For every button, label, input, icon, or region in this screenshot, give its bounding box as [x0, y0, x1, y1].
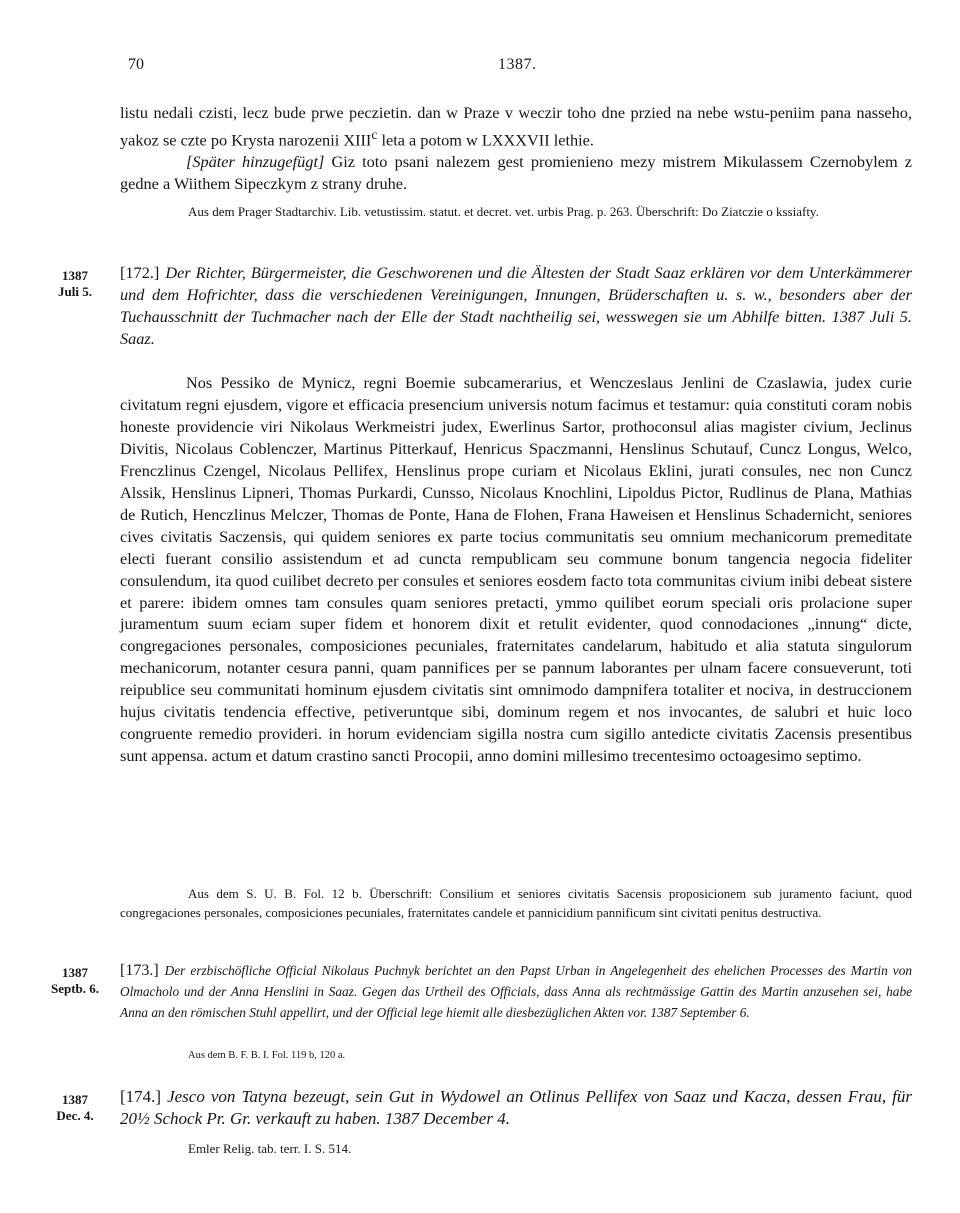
source-note-174	[120, 1139, 912, 1158]
margin-year: 1387	[62, 268, 88, 283]
margin-day: Dec. 4.	[56, 1108, 94, 1123]
previous-document-continuation	[120, 102, 912, 195]
charter-text-172	[120, 372, 912, 767]
document-number: [174.]	[120, 1087, 162, 1106]
margin-year: 1387	[62, 1092, 88, 1107]
regest-174	[120, 1086, 912, 1130]
century-superscript: c	[371, 127, 378, 142]
later-addition-paragraph	[120, 151, 912, 195]
page-number: 70	[128, 56, 144, 73]
margin-day: Juli 5.	[58, 284, 92, 299]
source-note-text: Aus dem S. U. B. Fol. 12 b. Überschrift: Consilium et seniores civitatis Sacensis proposicionem sub juramento faciunt, quod congregaciones personales, composiciones pecuniales, fraternitates candele et pannicidium pannificum sint civitati penitus destructiva.	[120, 886, 912, 920]
source-note-text: Emler Relig. tab. terr. I. S. 514.	[188, 1141, 352, 1156]
document-number: [172.]	[120, 263, 160, 282]
source-note-173: Aus dem B. F. B. I. Fol. 119 b, 120 a.	[188, 1050, 346, 1061]
margin-date-173	[44, 965, 106, 997]
document-number: [173.]	[120, 962, 159, 979]
page-header	[120, 56, 915, 80]
margin-year: 1387	[62, 965, 88, 980]
source-note-text: Aus dem Prager Stadtarchiv. Lib. vetustissim. statut. et decret. vet. urbis Prag. p. 263. Überschrift: Do Ziatczie o kssiafty.	[188, 204, 819, 219]
source-note-previous	[120, 202, 912, 221]
regest-text: Jesco von Tatyna bezeugt, sein Gut in Wydowel an Otlinus Pellifex von Saaz und Kacza, dessen Frau, für 20½ Schock Pr. Gr. verkauft zu haben. 1387 December 4.	[120, 1087, 912, 1128]
running-head-year: 1387.	[498, 56, 537, 73]
charter-paragraph: Nos Pessiko de Mynicz, regni Boemie subcamerarius, et Wenczeslaus Jenlini de Czaslawia, judex curie civitatum regni ejusdem, vigore et efficacia presencium universis notum facimus et testamur: quia constituti coram nobis honeste providencie viri Nikolaus Werkmeistri judex, Ewerlinus Sartor, prothoconsul alias magister civium, Jeclinus Divitis, Nicolaus Coblenczer, Martinus Pitterkauf, Henricus Spaczmanni, Henslinus Schutauf, Cuncz Longus, Welco, Frenczlinus Czengel, Nicolaus Pellifex, Henslinus prope curiam et Nicolaus Eklini, jurati consules, nec non Cuncz Alssik, Henslinus Lipneri, Thomas Purkardi, Cunsso, Nicolaus Knochlini, Lipoldus Pictor, Rudlinus de Plana, Mathias de Rutich, Henczlinus Melczer, Thomas de Ponte, Hana de Flohen, Frana Haweisen et Henslinus Schadernicht, seniores cives civitatis Saczensis, qui quidem seniores ex parte tocius communitatis seu omnium mechanicorum premeditate electi fuerant consilio assistendum et ad cuncta rempublicam seu commune bonum tangencia negocia fideliter consulendum, ita quod cuilibet decreto per consules et seniores eosdem facto tota communitas civium inibi debeat sistere et parere: ibidem omnes tam consules quam seniores pretacti, ymmo quilibet eorum speciali oris prolacione super juramentum suum eciam super fidem et honorem dixit et retulit evidenter, quod connodaciones „innung“ dicte, congregaciones personales, composiciones pecuniales, fraternitates candelarum, habitudo et alia statuta singulorum mechanicorum, notanter cesura panni, quam pannifices per se pannum laborantes per ulnam facere consueverunt, toti reipublice seu communitati hominum ejusdem civitatis sint omnimodo dampnifera totaliter et nociva, in destruccionem hujus civitatis tendencia effective, petiveruntque sibi, dominum regem et nos invocantes, de salubri et huic loco congruente remedio provideri. in horum evidenciam sigilla nostra cum sigillo antedicte civitatis Zacensis presentibus sunt appensa. actum et datum crastino sancti Procopii, anno domini millesimo trecentesimo octoagesimo septimo.	[120, 373, 912, 766]
regest-text: Der erzbischöfliche Official Nikolaus Puchnyk berichtet an den Papst Urban in Angelegenheit des ehelichen Processes des Martin von Olmacholo und der Anna Henslini in Saaz. Gegen das Urtheil des Officials, dass Anna als rechtmässige Gattin des Martin anzusehen sei, habe Anna an den römischen Stuhl appellirt, und der Official lege hiemit alle diesbezüglichen Akten vor. 1387 September 6.	[120, 963, 912, 1020]
margin-date-174	[44, 1092, 106, 1124]
regest-text: Der Richter, Bürgermeister, die Geschworenen und die Ältesten der Stadt Saaz erklären vor dem Unterkämmerer und dem Hofrichter, dass die verschiedenen Vereinigungen, Innungen, Brüderschaften u. s. w., besonders aber der Tuchausschnitt der Tuchmacher nach der Elle der Stadt nachtheilig sei, wesswegen sie um Abhilfe bitten. 1387 Juli 5. Saaz.	[120, 263, 912, 348]
margin-day: Septb. 6.	[50, 981, 100, 996]
continuation-text-end: leta a potom w LXXXVII lethie.	[377, 130, 594, 150]
continuation-paragraph	[120, 102, 912, 151]
later-addition-label: [Später hinzugefügt]	[186, 152, 325, 172]
continuation-text: listu nedali czisti, lecz bude prwe peczietin. dan w Praze v weczir toho dne przied na nebe wstu-peniim pana nasseho, yakoz se czte po Krysta narozenii XIII	[120, 103, 912, 150]
later-addition-text: Giz toto psani nalezem gest promienieno mezy mistrem Mikulassem Czernobylem z gedne a Wiithem Sipeczkym z strany druhe.	[120, 152, 913, 194]
regest-172	[120, 262, 912, 350]
margin-date-172	[44, 268, 106, 300]
regest-173	[120, 960, 912, 1023]
source-note-172	[120, 884, 912, 922]
